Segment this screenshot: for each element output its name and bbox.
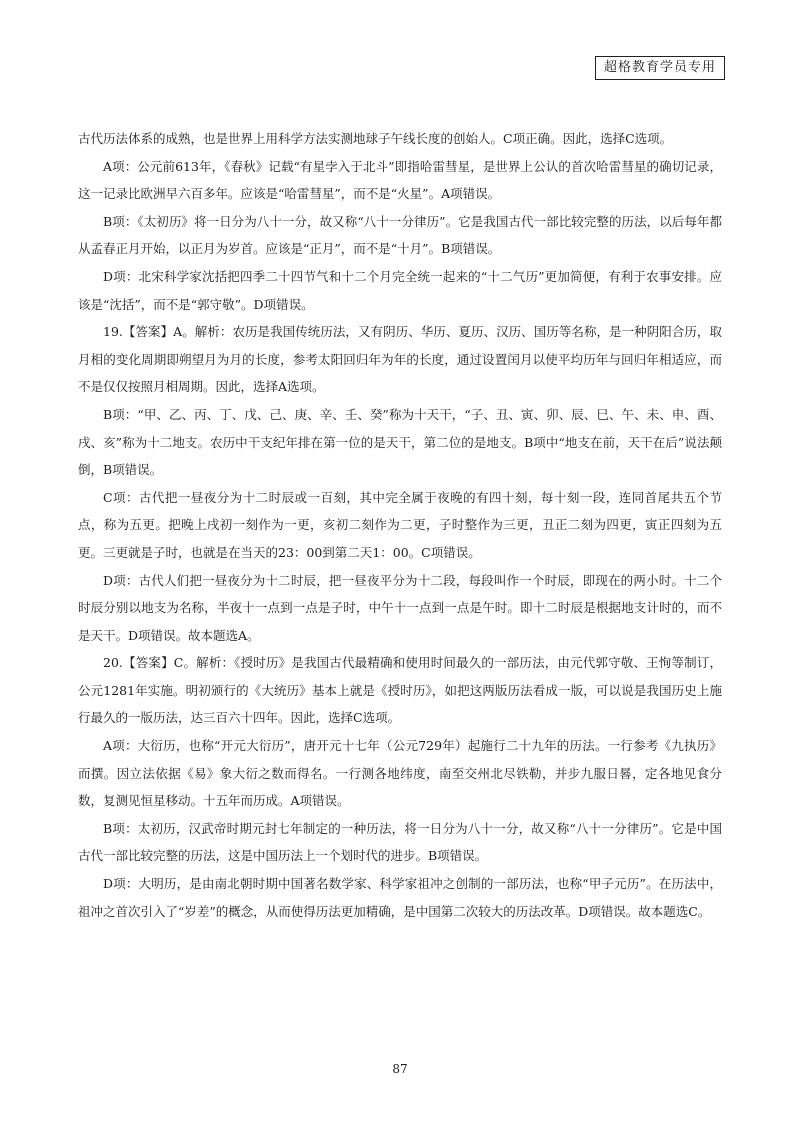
paragraph: D项：北宋科学家沈括把四季二十四节气和十二个月完全统一起来的“十二气历”更加简便，有利于农事安排。应该是“沈括”，而不是“郭守敬”。D项错误。	[78, 268, 722, 312]
paragraph: D项：大明历，是由南北朝时期中国著名数学家、科学家祖冲之创制的一部历法，也称“甲子元历”。在历法中，祖冲之首次引入了“岁差”的概念，从而使得历法更加精确，是中国第二次较大的历法改革。D项错误。故本题选C。	[78, 876, 722, 919]
paragraph: B项：《太初历》将一日分为八十一分，故又称“八十一分律历”。它是我国古代一部比较完整的历法，以后每年都从孟春正月开始，以正月为岁首。应该是“正月”，而不是“十月”。B项错误。	[78, 213, 722, 257]
answer-20: 20.【答案】C。解析：《授时历》是我国古代最精确和使用时间最久的一部历法，由元代郭守敬、王恂等制订，公元1281年实施。明初颁行的《大统历》基本上就是《授时历》，如把这两版历法看成一版，可以说是我国历史上施行最久的一版历法，达三百六十四年。因此，选择C选项。	[78, 655, 722, 726]
paragraph: D项：古代人们把一昼夜分为十二时辰，把一昼夜平分为十二段，每段叫作一个时辰，即现在的两小时。十二个时辰分别以地支为名称，半夜十一点到一点是子时，中午十一点到一点是午时。即十二时辰是根据地支计时的，而不是天干。D项错误。故本题选A。	[78, 572, 722, 643]
paragraph: B项：“甲、乙、丙、丁、戊、己、庚、辛、壬、癸”称为十天干，“子、丑、寅、卯、辰、巳、午、未、申、酉、戌、亥”称为十二地支。农历中干支纪年排在第一位的是天干，第二位的是地支。B项中“地支在前，天干在后”说法颠倒，B项错误。	[78, 406, 722, 478]
answer-19: 19.【答案】A。解析：农历是我国传统历法，又有阴历、华历、夏历、汉历、国历等名称，是一种阴阳合历，取月相的变化周期即朔望月为月的长度，参考太阳回归年为年的长度，通过设置闰月以使平均历年与回归年相适应，而不是仅仅按照月相周期。因此，选择A选项。	[78, 324, 722, 395]
page-number: 87	[392, 1062, 408, 1076]
header-label: 超格教育学员专用	[595, 56, 725, 80]
paragraph-continuation: 古代历法体系的成熟，也是世界上用科学方法实测地球子午线长度的创始人。C项正确。因此，选择C选项。	[78, 131, 673, 146]
paragraph: A项：公元前613年，《春秋》记载“有星孛入于北斗”即指哈雷彗星，是世界上公认的首次哈雷彗星的确切记录，这一记录比欧洲早六百多年。应该是“哈雷彗星”，而不是“火星”。A项错误。	[78, 158, 722, 202]
paragraph: A项：大衍历，也称“开元大衍历”，唐开元十七年（公元729年）起施行二十九年的历法。一行参考《九执历》而撰。因立法依据《易》象大衍之数而得名。一行测各地纬度，南至交州北尽铁勒，并步九服日晷，定各地见食分数，复测见恒星移动。十五年而历成。A项错误。	[78, 738, 722, 809]
paragraph: B项：太初历，汉武帝时期元封七年制定的一种历法，将一日分为八十一分，故又称“八十一分律历”。它是中国古代一部比较完整的历法，这是中国历法上一个划时代的进步。B项错误。	[78, 820, 722, 864]
document-body	[78, 125, 722, 925]
paragraph: C项：古代把一昼夜分为十二时辰或一百刻，其中完全属于夜晚的有四十刻，每十刻一段，连同首尾共五个节点，称为五更。把晚上戌初一刻作为一更，亥初二刻作为二更，子时整作为三更，丑正二刻为四更，寅正四刻为五更。三更就是子时，也就是在当天的23：00到第二天1：00。C项错误。	[78, 489, 722, 560]
